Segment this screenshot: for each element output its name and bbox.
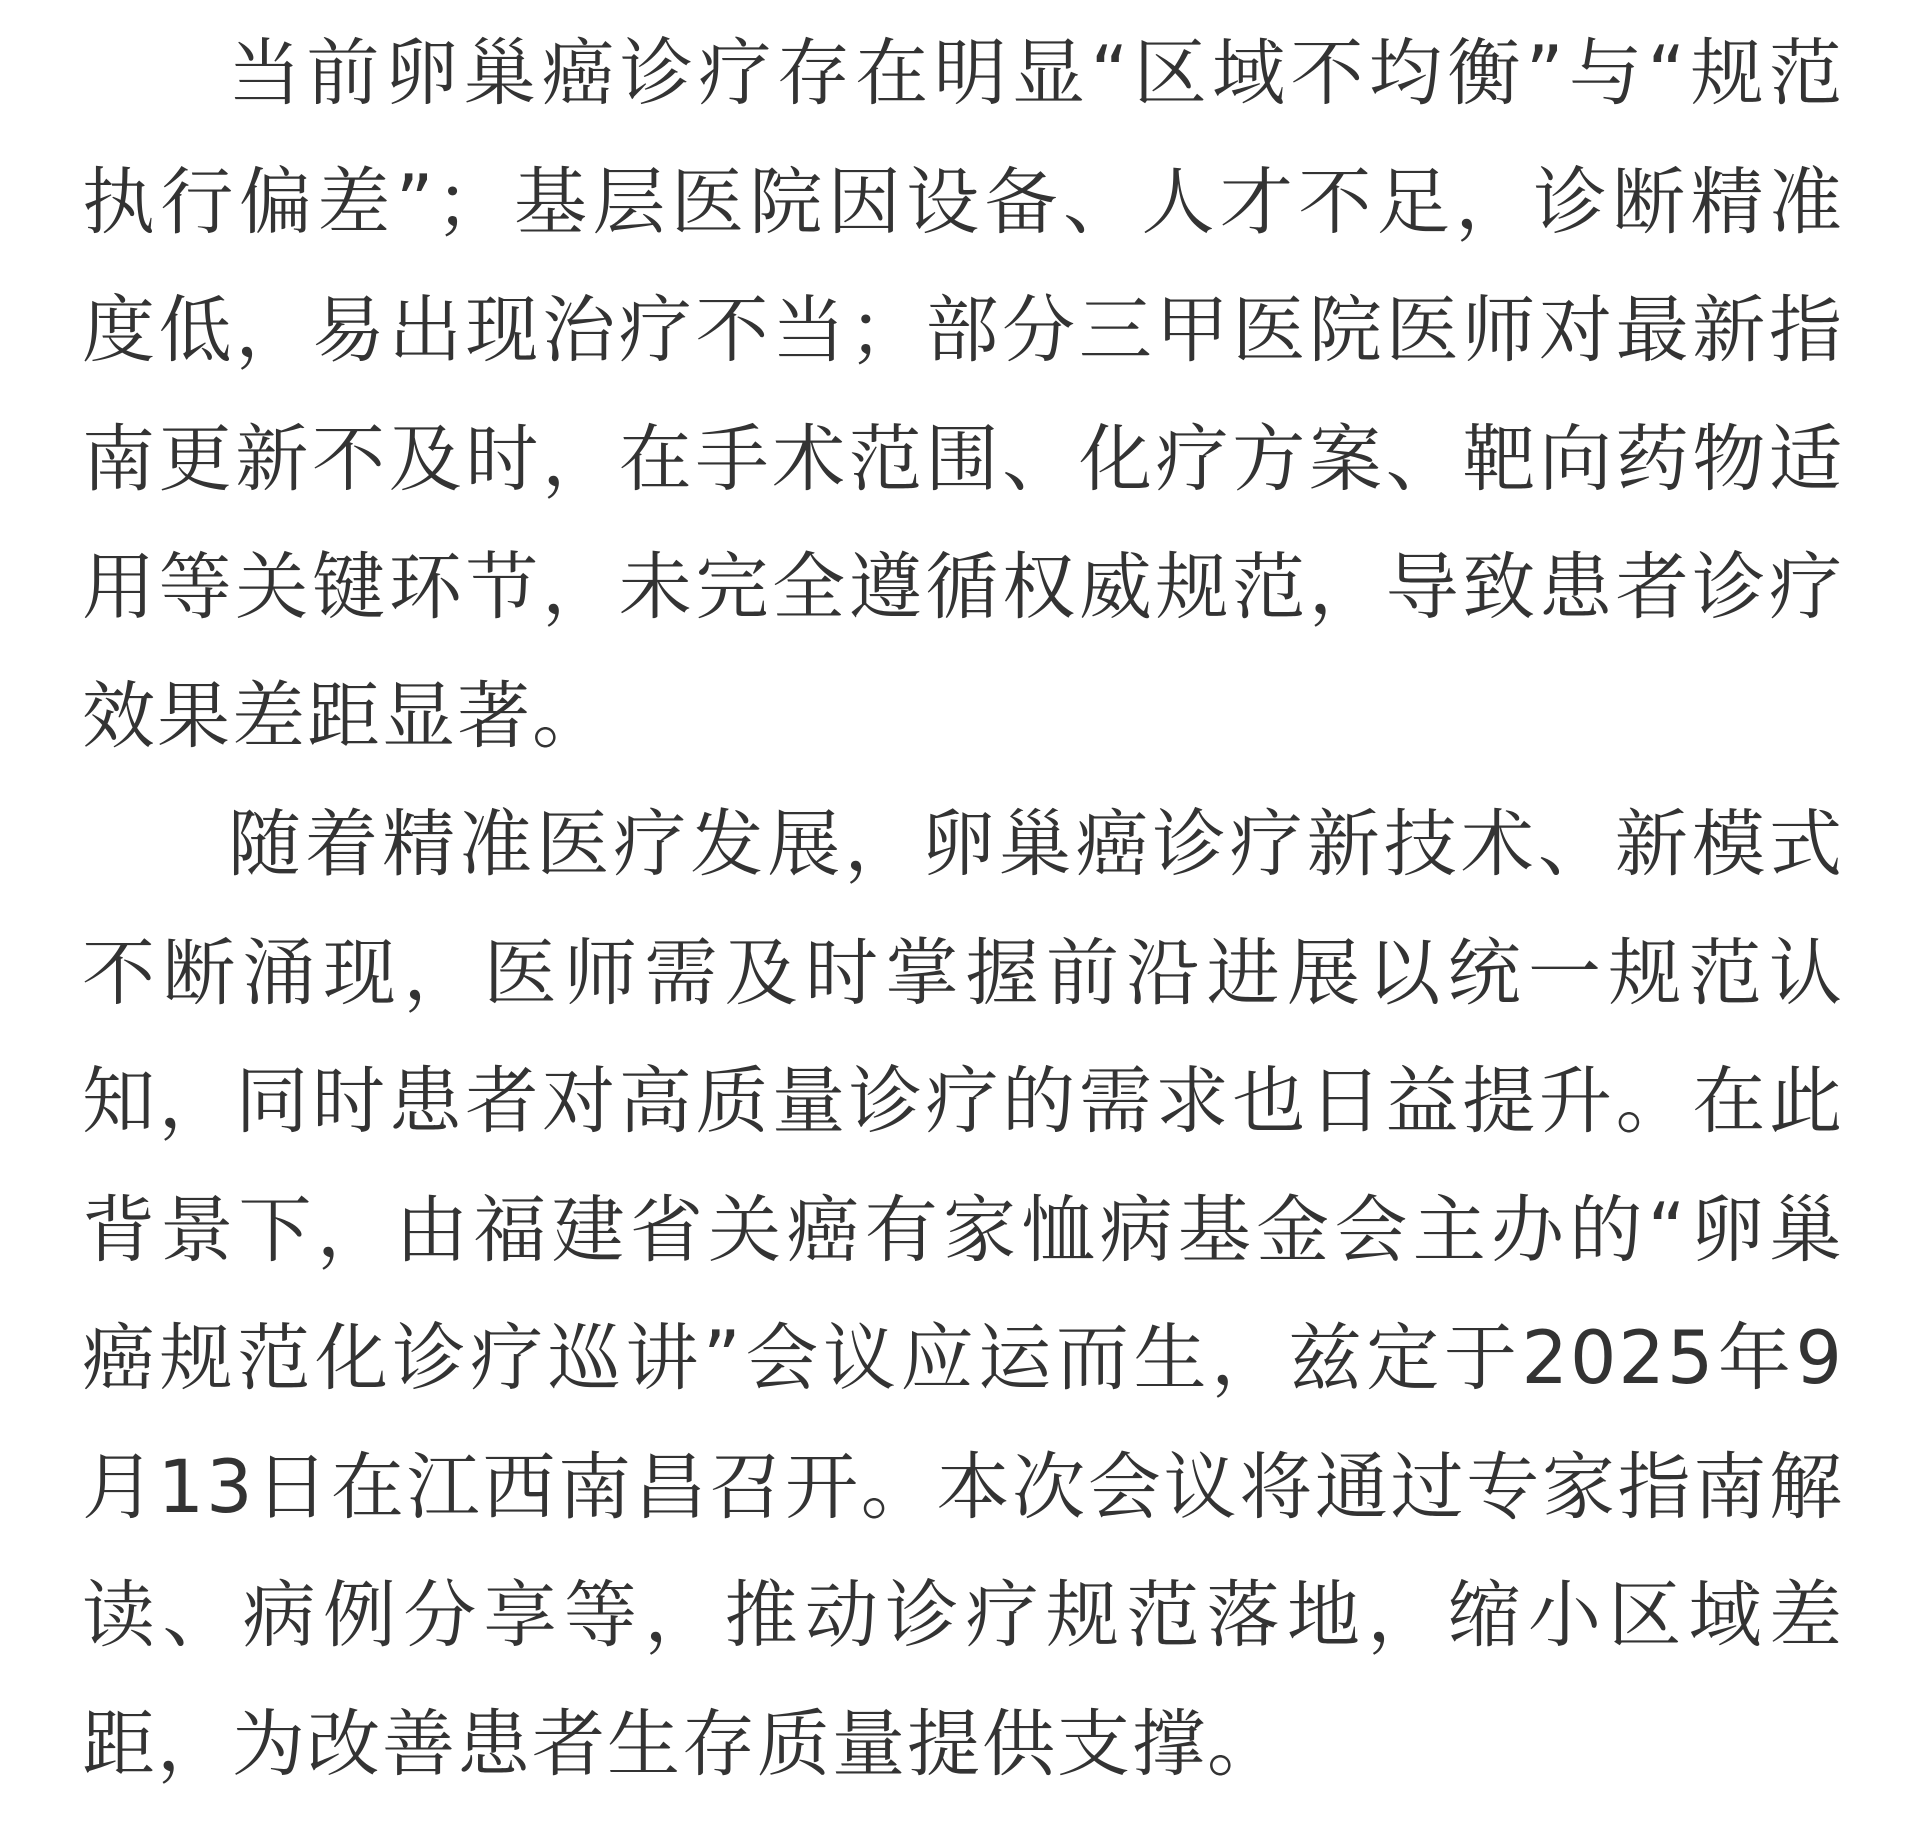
article-body (82, 10, 1844, 1809)
paragraph: 随着精准医疗发展，卵巢癌诊疗新技术、新模式不断涌现，医师需及时掌握前沿进展以统一规范认知，同时患者对高质量诊疗的需求也日益提升。在此背景下，由福建省关癌有家恤病基金会主办的“卵巢癌规范化诊疗巡讲”会议应运而生，兹定于2025年9月13日在江西南昌召开。本次会议将通过专家指南解读、病例分享等，推动诊疗规范落地，缩小区域差距，为改善患者生存质量提供支撑。 (82, 802, 1844, 1787)
paragraph: 当前卵巢癌诊疗存在明显“区域不均衡”与“规范执行偏差”；基层医院因设备、人才不足，诊断精准度低，易出现治疗不当；部分三甲医院医师对最新指南更新不及时，在手术范围、化疗方案、靶向药物适用等关键环节，未完全遵循权威规范，导致患者诊疗效果差距显著。 (82, 31, 1844, 759)
